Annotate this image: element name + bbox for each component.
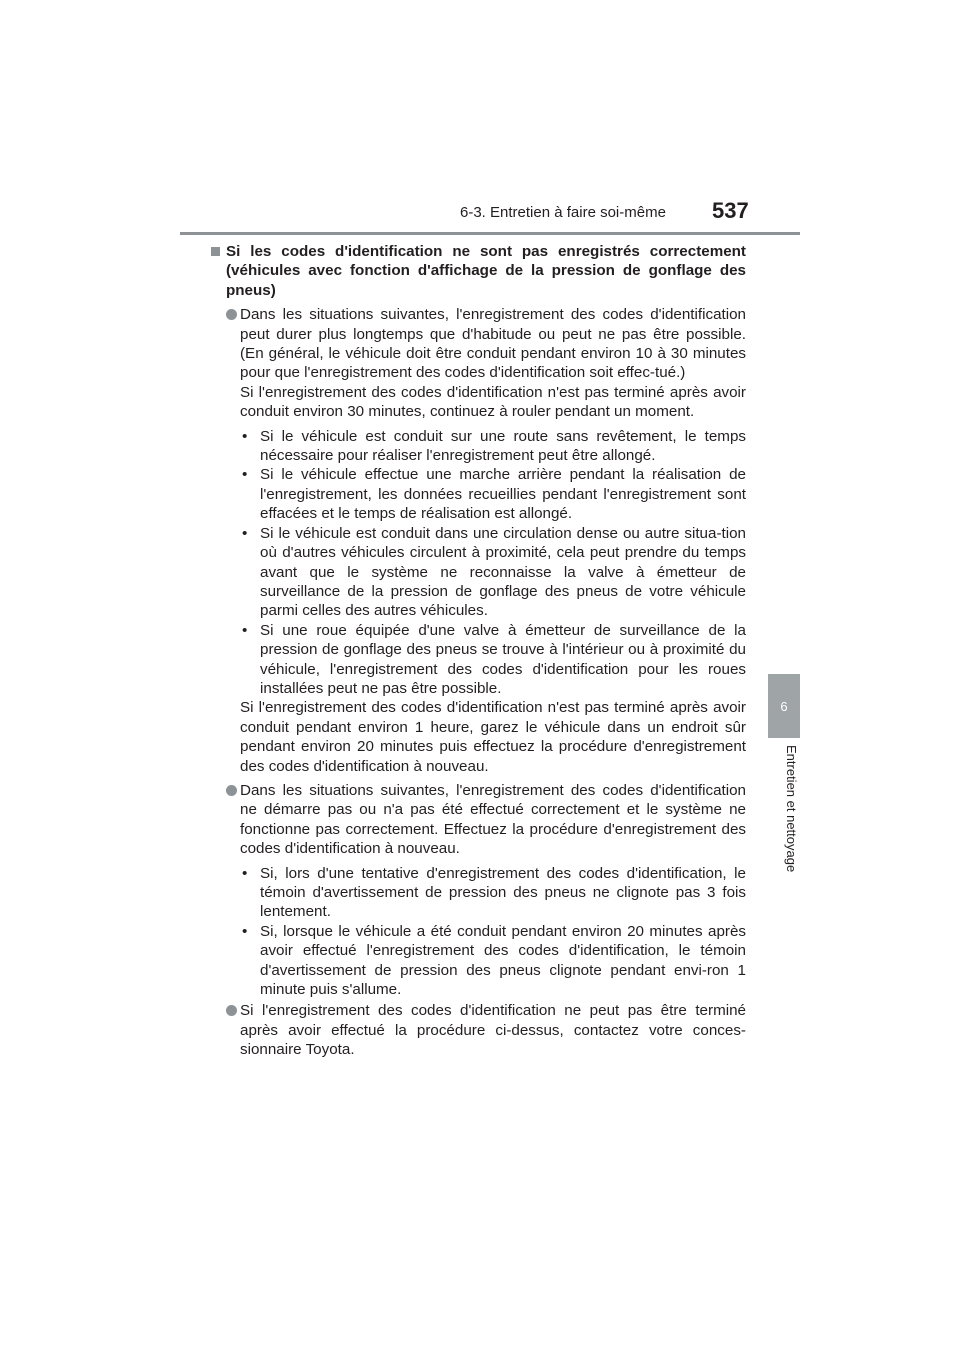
bullet-item — [210, 305, 746, 421]
circle-bullet-icon — [226, 1005, 237, 1016]
sub-list-item — [240, 427, 746, 466]
dot-marker: • — [242, 427, 248, 445]
sub-list — [210, 427, 746, 699]
bullet-paragraph: Si l'enregistrement des codes d'identification n'est pas terminé après avoir conduit environ 30 minutes, continuez à rouler pendant un moment. — [240, 383, 746, 421]
bullet-paragraph: Dans les situations suivantes, l'enregistrement des codes d'identification peut durer plus longtemps que d'habitude ou peut ne pas être possible. (En général, le véhicule doit être conduit pendant environ 10 à 30 minutes pour que l'enregistrement des codes d'identification soit effec-tué.) — [240, 306, 746, 382]
header-rule — [180, 232, 800, 235]
bullet-paragraph: Dans les situations suivantes, l'enregistrement des codes d'identification ne démarre pas ou n'a pas été effectué correctement et le système ne fonctionne pas correctement. Effectuez la procédure d'enregistrement des codes d'identification à nouveau. — [240, 781, 746, 858]
chapter-title: Entretien et nettoyage — [784, 745, 799, 873]
sub-item-text: Si, lors d'une tentative d'enregistrement des codes d'identification, le témoin d'avertissement de pression des pneus ne clignote pas 3 fois lentement. — [260, 864, 746, 921]
bullet-paragraph: Si l'enregistrement des codes d'identification ne peut pas être terminé après avoir effectué la procédure ci-dessus, contactez votre conces-sionnaire Toyota. — [240, 1002, 746, 1059]
dot-marker: • — [242, 466, 248, 484]
dot-marker: • — [242, 621, 248, 639]
section-title: 6-3. Entretien à faire soi-même — [460, 204, 666, 221]
sub-item-text: Si, lorsque le véhicule a été conduit pendant environ 20 minutes après avoir effectué l'enregistrement des codes d'identification, le témoin d'avertissement de pression des pneus clignote pendant envi-ron 1 minute puis s'allume. — [260, 922, 746, 999]
sub-item-text: Si le véhicule est conduit sur une route sans revêtement, le temps nécessaire pour réaliser l'enregistrement peut être allongé. — [260, 427, 746, 465]
page-number: 537 — [712, 198, 749, 223]
heading-text: Si les codes d'identification ne sont pas enregistrés correctement (véhicules avec fonction d'affichage de la pression de gonflage des pneus) — [226, 243, 746, 299]
dot-marker: • — [242, 922, 248, 940]
bullet-followup-paragraph: Si l'enregistrement des codes d'identification n'est pas terminé après avoir conduit pendant environ 1 heure, garez le véhicule dans un endroit sûr pendant environ 20 minutes puis effectuez la procédure d'enregistrement des codes d'identification à nouveau. — [240, 699, 746, 775]
sub-item-text: Si le véhicule effectue une marche arrière pendant la réalisation de l'enregistrement, les données recueillies pendant l'enregistrement sont effacées et le temps de réalisation est allongé. — [260, 466, 746, 523]
circle-bullet-icon — [226, 785, 237, 796]
dot-marker: • — [242, 524, 248, 542]
square-bullet-icon — [211, 247, 220, 256]
main-content — [210, 242, 746, 1065]
sub-list-item — [240, 864, 746, 922]
sub-list-item — [240, 524, 746, 621]
sub-list-item — [240, 621, 746, 699]
bullet-item — [210, 1001, 746, 1059]
section-heading — [210, 242, 746, 300]
chapter-tab: 6 — [768, 674, 800, 738]
sub-list-item — [240, 922, 746, 1000]
circle-bullet-icon — [226, 309, 237, 320]
dot-marker: • — [242, 864, 248, 882]
sub-item-text: Si une roue équipée d'une valve à émetteur de surveillance de la pression de gonflage des pneus se trouve à l'intérieur ou à proximité du véhicule, l'enregistrement des codes d'identification pour les roues installées peut ne pas être possible. — [260, 621, 746, 697]
sub-list-item — [240, 465, 746, 523]
sub-list — [210, 864, 746, 1000]
bullet-item — [210, 781, 746, 859]
sub-item-text: Si le véhicule est conduit dans une circulation dense ou autre situa-tion où d'autres véhicules circulent à proximité, cela peut prendre du temps avant que le système ne reconnaisse la valve à émetteur de surveillance de la pression de gonflage des pneus de votre véhicule parmi celles des autres véhicules. — [260, 524, 746, 620]
